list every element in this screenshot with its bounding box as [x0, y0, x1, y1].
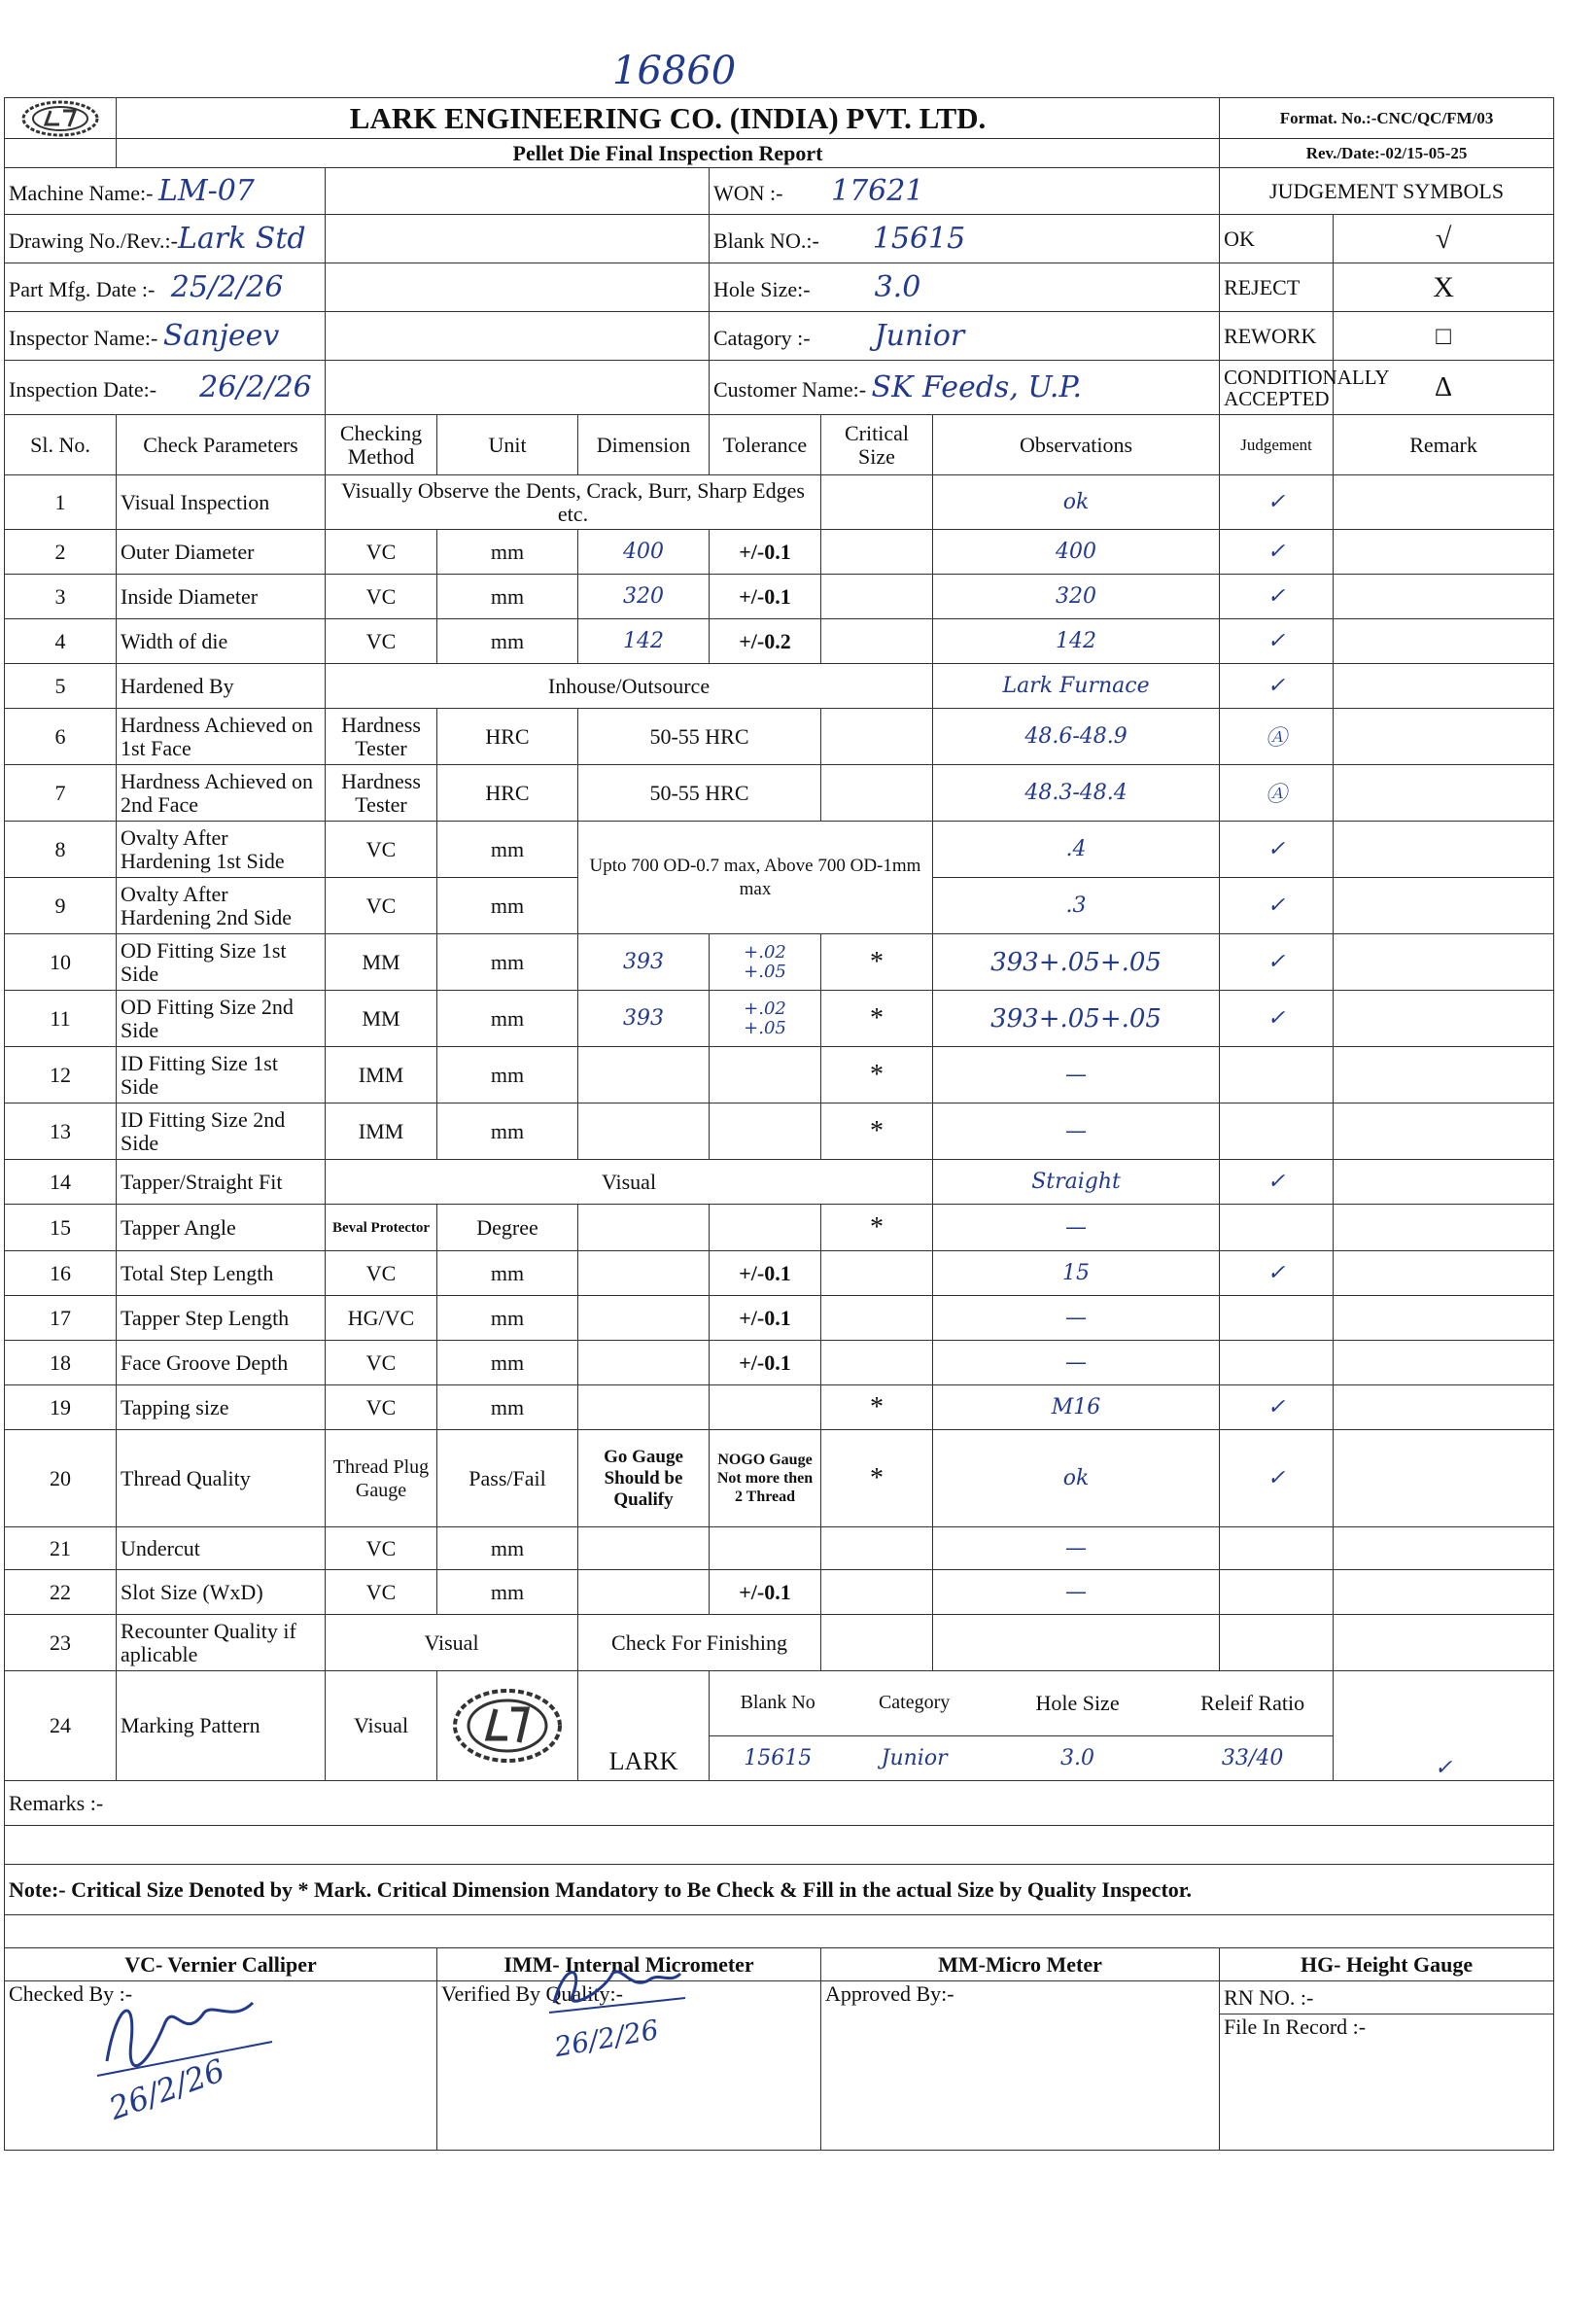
checked-by-date: 26/2/26: [104, 2051, 230, 2127]
col-observations: Observations: [933, 415, 1220, 475]
ok-label: OK: [1220, 215, 1334, 263]
table-row: 13 ID Fitting Size 2nd Side IMM mm * —: [5, 1103, 1554, 1160]
ok-symbol: √: [1334, 215, 1554, 263]
category-value: Junior: [874, 319, 965, 353]
mfg-date-label: Part Mfg. Date :-: [9, 277, 156, 301]
table-row: 2 Outer Diameter VC mm 400 +/-0.1 400 ✓: [5, 530, 1554, 575]
checked-by-label: Checked By :-: [5, 1981, 437, 2151]
machine-value: LM-07: [157, 174, 255, 208]
critical-size-note: Note:- Critical Size Denoted by * Mark. Critical Dimension Mandatory to Be Check & Fill in the actual Size by Quality Inspector.: [5, 1865, 1554, 1915]
machine-label: Machine Name:-: [9, 181, 154, 205]
verified-by-label: Verified By Quality:-: [437, 1981, 821, 2151]
marking-lark-text: LARK: [578, 1671, 710, 1781]
table-row: 5 Hardened By Inhouse/Outsource Lark Furnace ✓: [5, 664, 1554, 709]
table-row: 21 Undercut VC mm —: [5, 1527, 1554, 1570]
legend-imm: IMM- Internal Micrometer: [437, 1948, 821, 1981]
file-in-record-label: File In Record :-: [1220, 2014, 1554, 2151]
mfg-date-value: 25/2/26: [170, 270, 284, 304]
rework-symbol: □: [1334, 312, 1554, 361]
drawing-value: Lark Std: [177, 222, 306, 256]
table-row: 24 Marking Pattern Visual LARK Blank No Category Hole Size Releif Ratio 15615 Junior 3.0 33/40 ✓: [5, 1671, 1554, 1781]
table-row: 23 Recounter Quality if aplicable Visual Check For Finishing: [5, 1615, 1554, 1671]
won-value: 17621: [830, 174, 924, 208]
verified-by-date: 26/2/26: [551, 2013, 661, 2064]
marking-logo: [437, 1671, 578, 1781]
col-check-parameters: Check Parameters: [117, 415, 326, 475]
drawing-label: Drawing No./Rev.:-: [9, 228, 178, 253]
customer-label: Customer Name:-: [713, 377, 867, 402]
conditionally-accepted-symbol: Δ: [1334, 361, 1554, 415]
blank-label: Blank NO.:-: [713, 228, 819, 253]
reject-label: REJECT: [1220, 263, 1334, 312]
table-row: 15 Tapper Angle Beval Protector Degree * —: [5, 1205, 1554, 1251]
legend-mm: MM-Micro Meter: [821, 1948, 1220, 1981]
revision-date: Rev./Date:-02/15-05-25: [1220, 139, 1554, 168]
remarks-label: Remarks :-: [5, 1781, 1554, 1826]
conditionally-accepted-label: CONDITIONALLY ACCEPTED: [1220, 361, 1334, 415]
table-row: 9 Ovalty After Hardening 2nd Side VC mm .3 ✓: [5, 878, 1554, 934]
table-row: 8 Ovalty After Hardening 1st Side VC mm Upto 700 OD-0.7 max, Above 700 OD-1mm max .4 ✓: [5, 822, 1554, 878]
table-row: 11 OD Fitting Size 2nd Side MM mm 393 +.02 +.05 * 393+.05+.05 ✓: [5, 991, 1554, 1047]
table-row: 18 Face Groove Depth VC mm +/-0.1 —: [5, 1341, 1554, 1385]
judgement-symbols-title: JUDGEMENT SYMBOLS: [1220, 168, 1554, 215]
col-tolerance: Tolerance: [710, 415, 821, 475]
inspection-report: [4, 97, 1553, 2151]
table-row: 19 Tapping size VC mm * M16 ✓: [5, 1385, 1554, 1430]
ovality-spec: Upto 700 OD-0.7 max, Above 700 OD-1mm max: [578, 822, 933, 934]
format-number: Format. No.:-CNC/QC/FM/03: [1220, 98, 1554, 139]
table-row: 10 OD Fitting Size 1st Side MM mm 393 +.02 +.05 * 393+.05+.05 ✓: [5, 934, 1554, 991]
hole-size-value: 3.0: [874, 270, 921, 304]
table-row: 16 Total Step Length VC mm +/-0.1 15 ✓: [5, 1251, 1554, 1296]
category-label: Catagory :-: [713, 326, 811, 350]
report-title: Pellet Die Final Inspection Report: [117, 139, 1220, 168]
company-logo: [5, 98, 117, 139]
table-row: 6 Hardness Achieved on 1st Face Hardness Tester HRC 50-55 HRC 48.6-48.9 Ⓐ: [5, 709, 1554, 765]
col-sl-no: Sl. No.: [5, 415, 117, 475]
approved-by-label: Approved By:-: [821, 1981, 1220, 2151]
table-row: 3 Inside Diameter VC mm 320 +/-0.1 320 ✓: [5, 575, 1554, 619]
verified-by-signature: [544, 1954, 690, 2027]
inspector-value: Sanjeev: [162, 319, 280, 353]
table-row: 20 Thread Quality Thread Plug Gauge Pass/Fail Go Gauge Should be Qualify NOGO Gauge Not more then 2 Thread * ok ✓: [5, 1430, 1554, 1527]
inspection-date-label: Inspection Date:-: [9, 377, 157, 402]
legend-vc: VC- Vernier Calliper: [5, 1948, 437, 1981]
col-checking-method: Checking Method: [326, 415, 437, 475]
rework-label: REWORK: [1220, 312, 1334, 361]
inspector-label: Inspector Name:-: [9, 326, 158, 350]
col-critical-size: Critical Size: [821, 415, 933, 475]
table-row: 7 Hardness Achieved on 2nd Face Hardness Tester HRC 50-55 HRC 48.3-48.4 Ⓐ: [5, 765, 1554, 822]
table-row: 1 Visual Inspection Visually Observe the Dents, Crack, Burr, Sharp Edges etc. ok ✓: [5, 475, 1554, 530]
rn-no-label: RN NO. :-: [1220, 1981, 1554, 2014]
col-dimension: Dimension: [578, 415, 710, 475]
customer-value: SK Feeds, U.P.: [871, 370, 1083, 404]
hole-size-label: Hole Size:-: [713, 277, 811, 301]
visual-criteria: Visually Observe the Dents, Crack, Burr, Sharp Edges etc.: [326, 475, 821, 530]
document-number: 16860: [612, 49, 737, 93]
table-row: 12 ID Fitting Size 1st Side IMM mm * —: [5, 1047, 1554, 1103]
blank-value: 15615: [872, 222, 966, 256]
table-row: 17 Tapper Step Length HG/VC mm +/-0.1 —: [5, 1296, 1554, 1341]
inspection-table: [4, 97, 1554, 2151]
table-row: 14 Tapper/Straight Fit Visual Straight ✓: [5, 1160, 1554, 1205]
won-label: WON :-: [713, 181, 783, 205]
table-row: 4 Width of die VC mm 142 +/-0.2 142 ✓: [5, 619, 1554, 664]
inspection-date-value: 26/2/26: [199, 370, 312, 404]
table-row: 22 Slot Size (WxD) VC mm +/-0.1 —: [5, 1570, 1554, 1615]
legend-hg: HG- Height Gauge: [1220, 1948, 1554, 1981]
reject-symbol: X: [1334, 263, 1554, 312]
col-judgement: Judgement: [1220, 415, 1334, 475]
col-remark: Remark: [1334, 415, 1554, 475]
col-unit: Unit: [437, 415, 578, 475]
company-name: LARK ENGINEERING CO. (INDIA) PVT. LTD.: [117, 98, 1220, 139]
